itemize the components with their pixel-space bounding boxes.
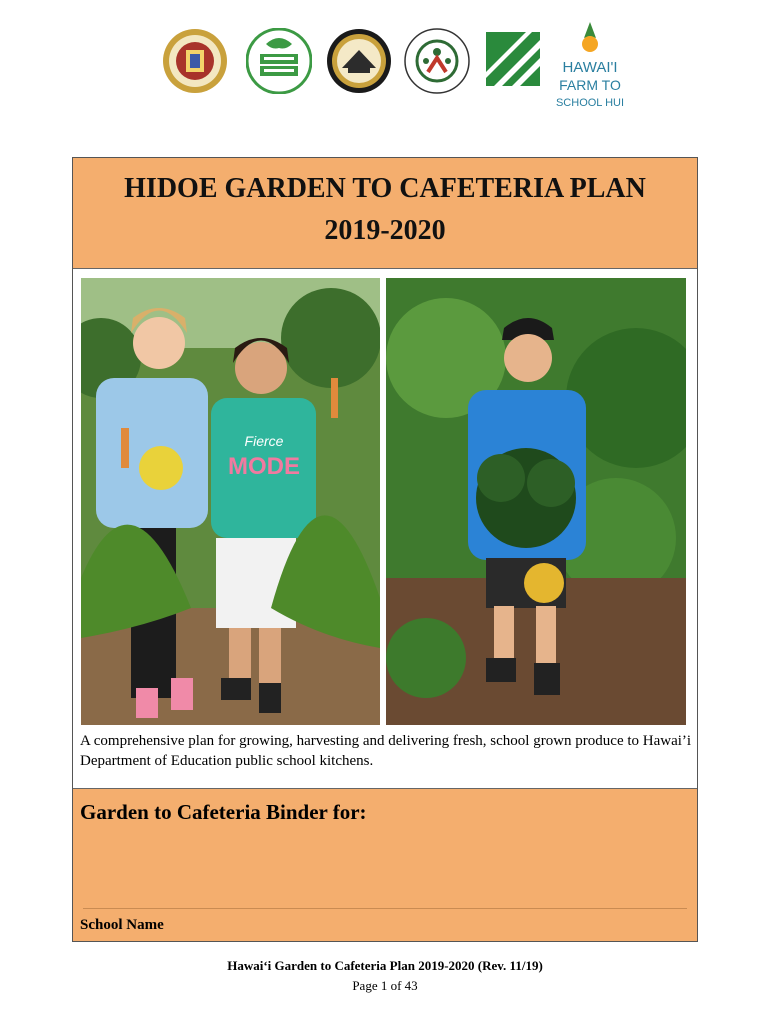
plan-title-line2: 2019-2020 (324, 215, 446, 246)
green-stripes-logo-icon (486, 32, 540, 86)
svg-text:HAWAI'I: HAWAI'I (562, 59, 618, 76)
footer-revision: Hawai‘i Garden to Cafeteria Plan 2019-2020 (Rev. 11/19) (227, 958, 543, 973)
logo-strip (0, 18, 770, 109)
cover-frame (72, 157, 698, 942)
svg-text:FARM TO: FARM TO (559, 77, 621, 93)
binder-section (73, 788, 697, 941)
hawaii-farm-to-school-hui-logo-icon (552, 18, 628, 114)
two-girls-holding-carrots-photo (81, 278, 380, 725)
shirt-text-fierce: Fierce (244, 433, 284, 449)
plan-title-line1: HIDOE GARDEN TO CAFETERIA PLAN (124, 173, 646, 204)
school-name-line[interactable] (83, 908, 687, 909)
binder-heading: Garden to Cafeteria Binder for: (80, 800, 367, 824)
footer-page-number: Page 1 of 43 (352, 978, 418, 993)
plan-title (73, 158, 697, 252)
aina-pono-logo-icon (246, 28, 312, 94)
hawaii-state-department-of-health-seal-icon (404, 28, 470, 94)
school-name-label: School Name (80, 917, 164, 933)
cover-photos (81, 278, 687, 725)
svg-text:SCHOOL HUI: SCHOOL HUI (555, 97, 625, 109)
department-of-education-seal-icon (326, 28, 392, 94)
state-of-hawaii-seal-icon (162, 28, 228, 94)
shirt-text-mode: MODE (228, 453, 300, 480)
cover-caption: A comprehensive plan for growing, harvesting and delivering fresh, school grown produce to Hawai’i Department of Education public school kitchens. (80, 733, 692, 769)
boy-holding-greens-photo (386, 278, 686, 725)
page-footer (0, 956, 770, 996)
title-band (73, 158, 697, 269)
